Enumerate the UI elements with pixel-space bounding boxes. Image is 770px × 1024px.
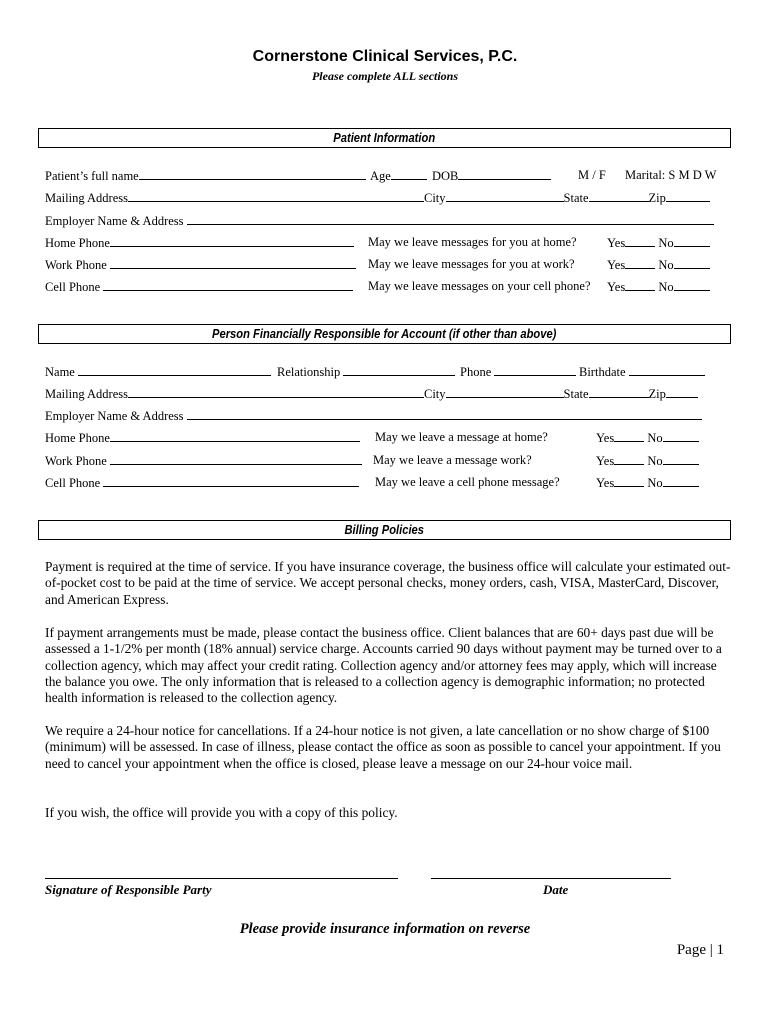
patient-employer-field[interactable] (187, 213, 714, 225)
responsible-cell-msg-yes[interactable] (614, 475, 644, 487)
responsible-city-field[interactable] (446, 386, 564, 398)
billing-paragraph-copy: If you wish, the office will provide you with a copy of this policy. (45, 805, 398, 820)
patient-age-field[interactable] (391, 168, 427, 180)
responsible-relationship-field[interactable] (343, 364, 455, 376)
responsible-zip-field[interactable] (666, 386, 698, 398)
patient-sex-option[interactable]: M / F (578, 168, 606, 182)
responsible-section-heading: Person Financially Responsible for Account (if other than above) (38, 324, 731, 344)
patient-address-field[interactable] (128, 190, 424, 202)
form-title: Cornerstone Clinical Services, P.C. (252, 48, 518, 65)
responsible-address-field[interactable] (128, 386, 424, 398)
patient-cell-msg-yes[interactable] (625, 279, 655, 291)
patient-home-msg-yes[interactable] (625, 235, 655, 247)
billing-paragraph-payment: Payment is required at the time of service. If you have insurance coverage, the business office will calculate your estimated out-of-pocket cost to be paid at the time of service. We accept personal checks, money orders, cash, VISA, MasterCard, Discover, and American Express. (45, 559, 731, 607)
date-line[interactable] (431, 878, 671, 879)
patient-cell-phone-field[interactable] (103, 279, 353, 291)
page-number: Page | 1 (676, 942, 724, 958)
patient-work-phone-field[interactable] (110, 257, 356, 269)
responsible-work-msg-no[interactable] (663, 453, 699, 465)
insurance-note: Please provide insurance information on reverse (239, 921, 531, 937)
patient-section-heading: Patient Information (38, 128, 731, 148)
patient-city-field[interactable] (446, 190, 564, 202)
responsible-work-phone-field[interactable] (110, 453, 362, 465)
billing-section-heading: Billing Policies (38, 520, 731, 540)
patient-zip-field[interactable] (666, 190, 710, 202)
responsible-phone-field[interactable] (494, 364, 576, 376)
patient-dob-field[interactable] (458, 168, 551, 180)
responsible-state-field[interactable] (589, 386, 649, 398)
patient-home-msg-no[interactable] (674, 235, 710, 247)
patient-work-msg-yes[interactable] (625, 257, 655, 269)
date-label: Date (543, 882, 569, 897)
responsible-home-msg-yes[interactable] (614, 430, 644, 442)
responsible-cell-phone-field[interactable] (103, 475, 359, 487)
responsible-employer-field[interactable] (187, 408, 702, 420)
patient-state-field[interactable] (589, 190, 649, 202)
patient-name-row: Patient’s full name (45, 168, 366, 183)
responsible-cell-msg-no[interactable] (663, 475, 699, 487)
patient-cell-msg-no[interactable] (674, 279, 710, 291)
signature-label: Signature of Responsible Party (45, 882, 212, 897)
responsible-home-phone-field[interactable] (110, 430, 360, 442)
form-subtitle: Please complete ALL sections (311, 69, 459, 83)
billing-paragraph-arrangements: If payment arrangements must be made, please contact the business office. Client balances that are 60+ days past due will be assessed a 1-1/2% per month (18% annual) service charge. Accounts carried 90 days without payment may be turned over to a collection agency, which may affect your credit rating. Collection agency and/or attorney fees may apply, which will increase the balance you owe. The only information that is released to a collection agency is demographic information; no protected health information is released to the collection agency. (45, 625, 722, 706)
signature-line[interactable] (45, 878, 398, 879)
responsible-work-msg-yes[interactable] (614, 453, 644, 465)
patient-home-phone-field[interactable] (110, 235, 354, 247)
patient-marital-option[interactable]: Marital: S M D W (625, 168, 717, 182)
responsible-birthdate-field[interactable] (629, 364, 705, 376)
billing-paragraph-cancellations: We require a 24-hour notice for cancellations. If a 24-hour notice is not given, a late cancellation or no show charge of $100 (minimum) will be assessed. In case of illness, please contact the office as soon as possible to cancel your appointment. If you need to cancel your appointment when the office is closed, please leave a message on our 24-hour voice mail. (45, 723, 721, 771)
patient-name-field[interactable] (139, 168, 366, 180)
responsible-name-field[interactable] (78, 364, 271, 376)
responsible-home-msg-no[interactable] (663, 430, 699, 442)
patient-work-msg-no[interactable] (674, 257, 710, 269)
